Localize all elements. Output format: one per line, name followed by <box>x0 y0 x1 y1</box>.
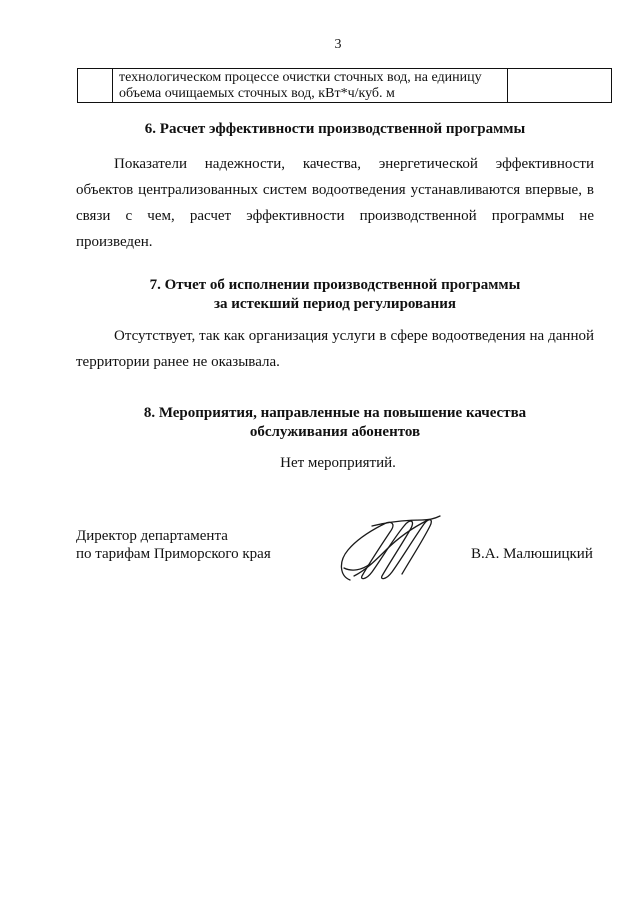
section-6-heading: 6. Расчет эффективности производственной программы <box>144 121 526 137</box>
section-8-heading-line-1: 8. Мероприятия, направленные на повышение качества <box>143 405 527 421</box>
signatory-position <box>76 527 271 563</box>
handwritten-signature <box>332 510 442 590</box>
section-6-paragraph-text: Показатели надежности, качества, энергетической эффективности объектов централизованных систем водоотведения устанавливаются впервые, в связи с чем, расчет эффективности производственной программы не произведен. <box>76 156 594 250</box>
signatory-position-line-1: Директор департамента <box>76 528 228 544</box>
section-7-paragraph <box>76 323 594 375</box>
table-row <box>78 69 612 103</box>
section-7-heading <box>72 276 598 314</box>
table-cell-line-1: технологическом процессе очистки сточных вод, на единицу <box>119 70 482 85</box>
section-6-paragraph <box>76 151 594 255</box>
table-cell-description <box>113 69 508 103</box>
signatory-name: В.А. Малюшицкий <box>471 546 593 562</box>
section-7-heading-line-2: за истекший период регулирования <box>213 296 457 312</box>
section-7-heading-line-1: 7. Отчет об исполнении производственной программы <box>149 277 521 293</box>
section-8-heading <box>72 404 598 442</box>
section-8-heading-line-2: обслуживания абонентов <box>249 424 421 440</box>
continuation-table <box>77 68 612 103</box>
table-cell-line-2: объема очищаемых сточных вод, кВт*ч/куб. м <box>119 86 395 101</box>
section-7-paragraph-text: Отсутствует, так как организация услуги в сфере водоотведения на данной территории ранее не оказывала. <box>76 328 594 370</box>
table-cell-number <box>78 69 113 103</box>
section-8-text: Нет мероприятий. <box>280 455 396 471</box>
page-number: 3 <box>334 37 342 52</box>
table-cell-value <box>508 69 612 103</box>
signatory-position-line-2: по тарифам Приморского края <box>76 546 271 562</box>
